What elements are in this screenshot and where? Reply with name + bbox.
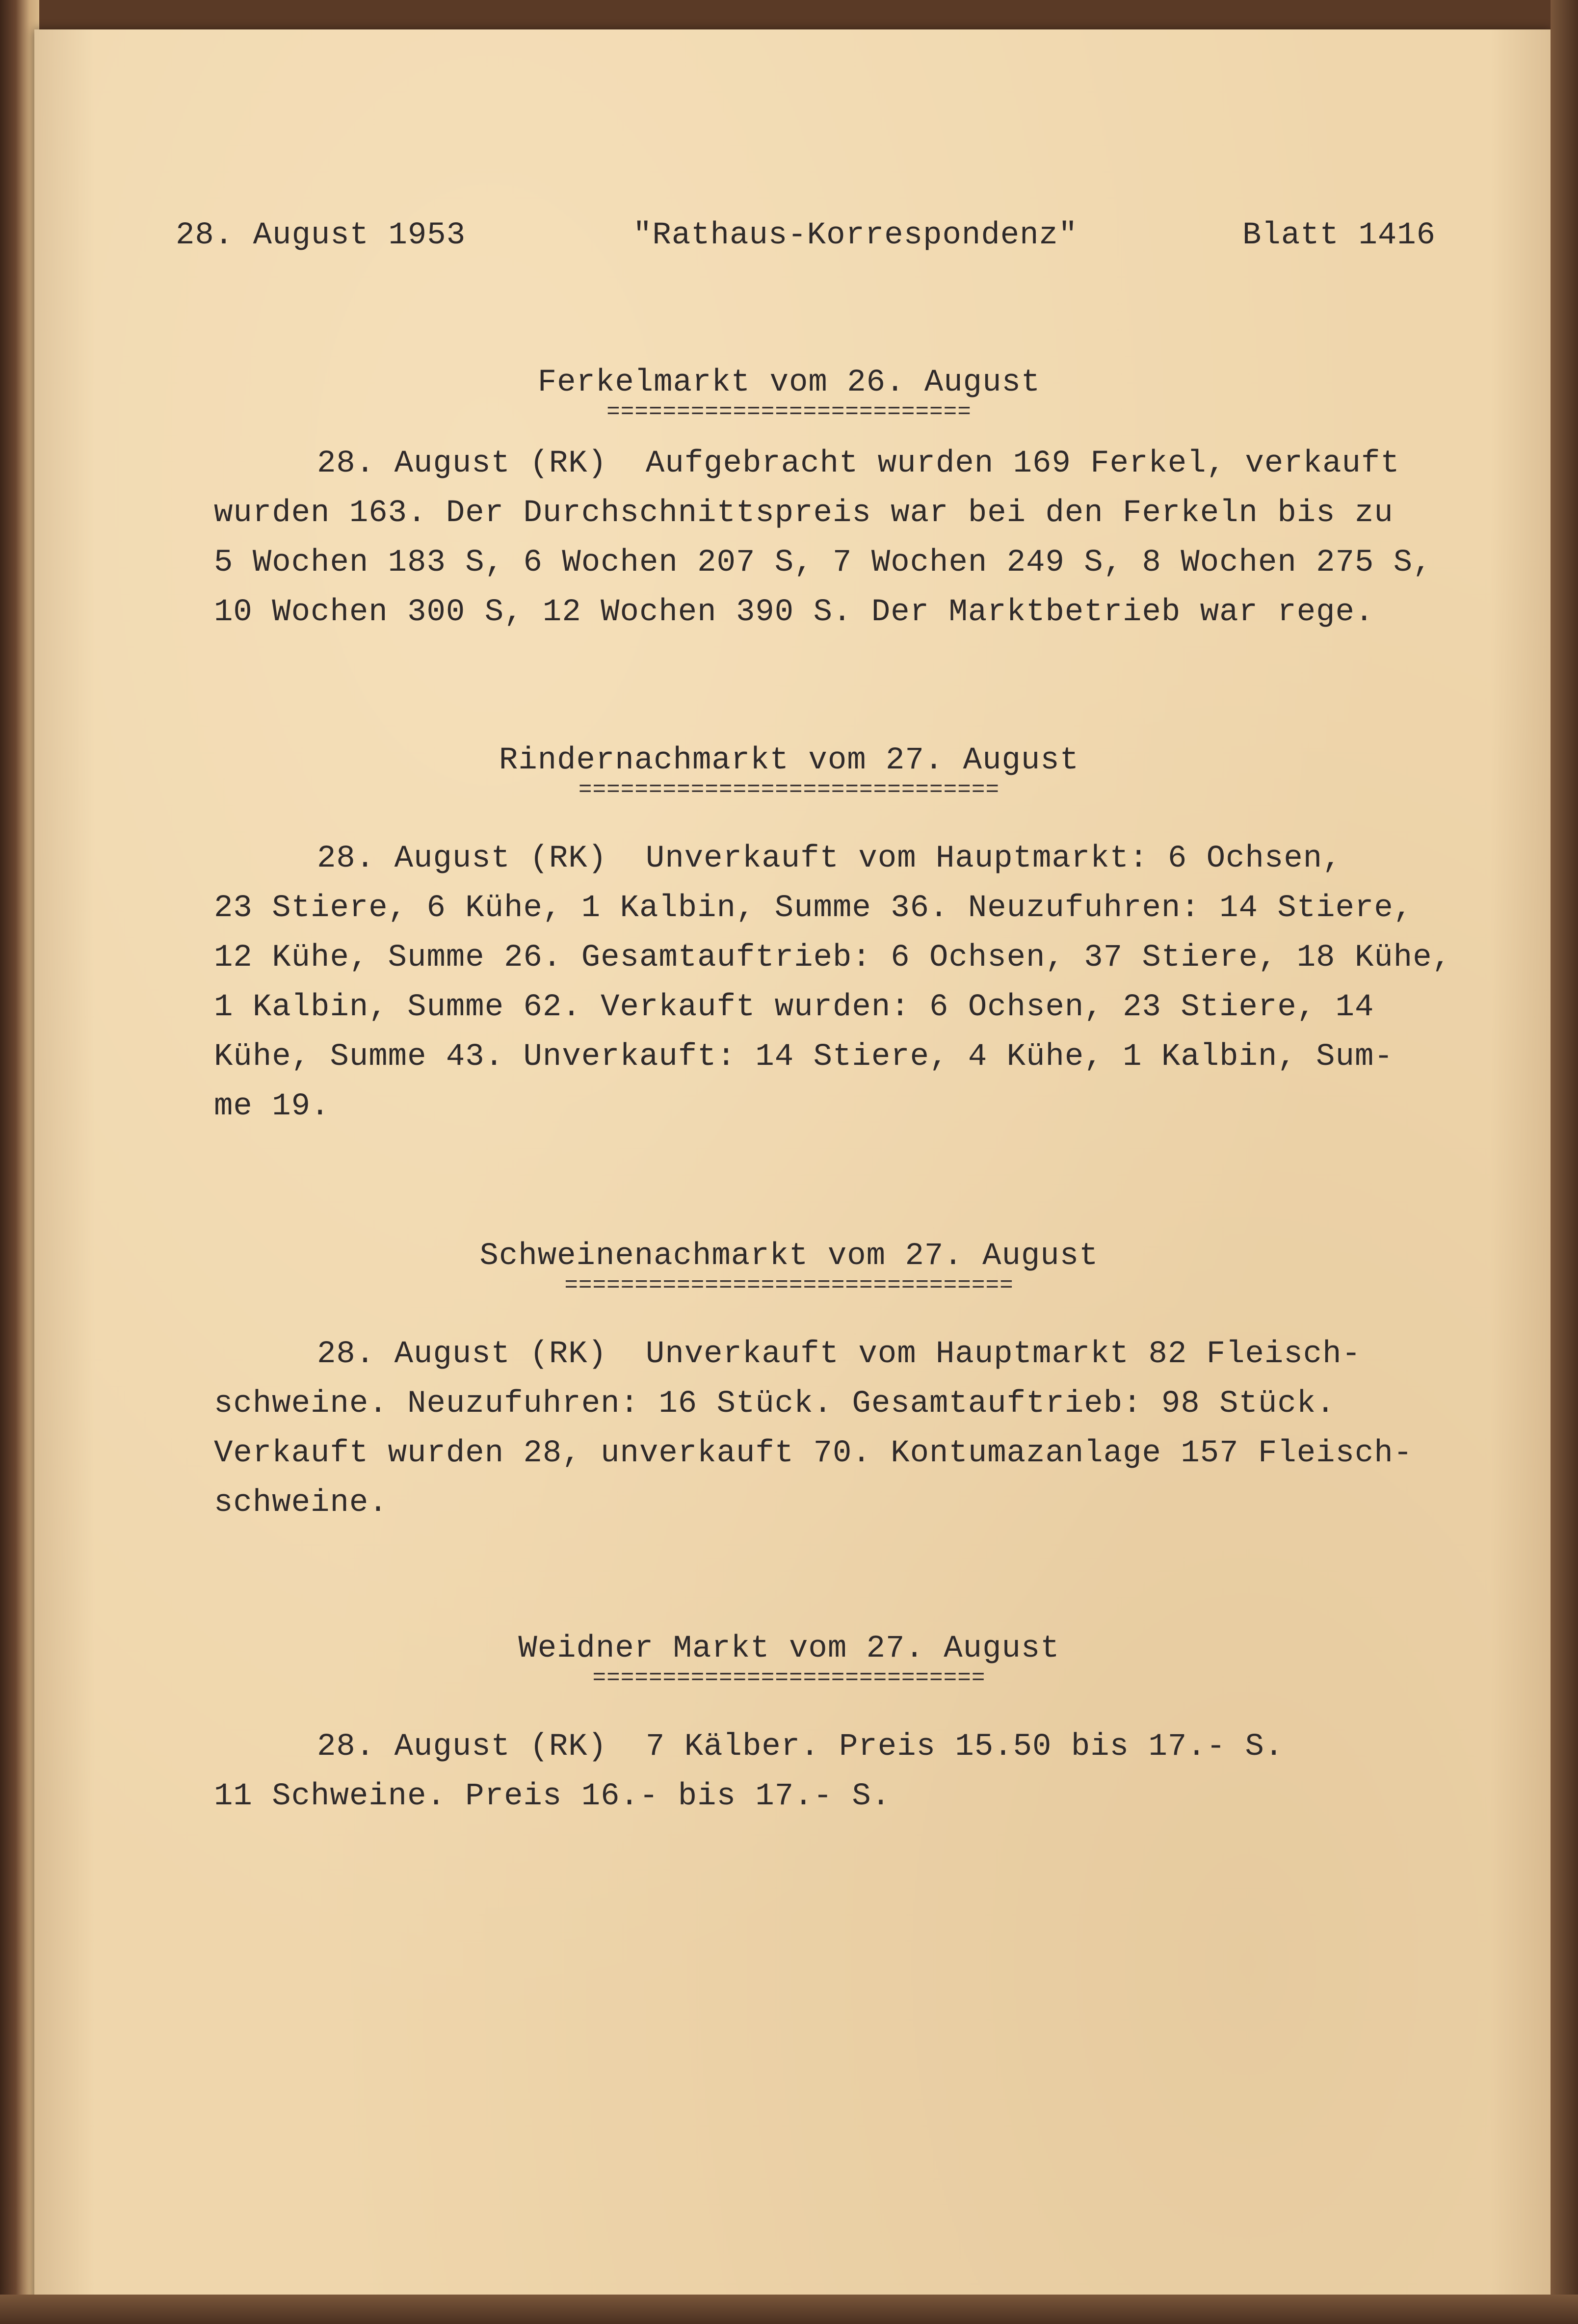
section-underline: ============================== [578,780,1000,800]
body-line: 28. August (RK) 7 Kälber. Preis 15.50 bis 17.- S. [317,1729,1284,1765]
body-line: 12 Kühe, Summe 26. Gesamtauftrieb: 6 Ochsen, 37 Stiere, 18 Kühe, [214,940,1451,976]
page-right-edge [1551,0,1578,2324]
section-body-schweinenachmarkt [214,1330,1509,1528]
section-body-ferkelmarkt [214,439,1509,637]
body-line: 28. August (RK) Unverkauft vom Hauptmarkt 82 Fleisch- [317,1337,1361,1372]
header-publication: "Rathaus-Korrespondenz" [633,218,1078,253]
header-sheet-number: Blatt 1416 [1242,218,1436,253]
body-line: Kühe, Summe 43. Unverkauft: 14 Stiere, 4 Kühe, 1 Kalbin, Sum- [214,1039,1394,1075]
section-title-weidner-markt: Weidner Markt vom 27. August [518,1631,1060,1666]
binding-edge [0,0,39,2324]
body-line: 28. August (RK) Unverkauft vom Hauptmarkt: 6 Ochsen, [317,841,1342,876]
section-underline: ============================ [592,1668,986,1688]
section-title-ferkelmarkt: Ferkelmarkt vom 26. August [537,365,1041,400]
body-line: 11 Schweine. Preis 16.- bis 17.- S. [214,1779,891,1814]
body-line: 28. August (RK) Aufgebracht wurden 169 Ferkel, verkauft [317,446,1400,481]
body-line: 23 Stiere, 6 Kühe, 1 Kalbin, Summe 36. Neuzufuhren: 14 Stiere, [214,891,1413,926]
body-line: Verkauft wurden 28, unverkauft 70. Kontumazanlage 157 Fleisch- [214,1436,1413,1471]
body-line: schweine. Neuzufuhren: 16 Stück. Gesamtauftrieb: 98 Stück. [214,1386,1336,1422]
section-title-rindernachmarkt: Rindernachmarkt vom 27. August [499,743,1079,778]
section-underline: ================================ [564,1276,1014,1295]
header-date: 28. August 1953 [176,218,466,253]
body-line: 5 Wochen 183 S, 6 Wochen 207 S, 7 Wochen 249 S, 8 Wochen 275 S, [214,545,1432,581]
body-line: schweine. [214,1485,388,1521]
body-line: 1 Kalbin, Summe 62. Verkauft wurden: 6 Ochsen, 23 Stiere, 14 [214,990,1374,1025]
body-line: wurden 163. Der Durchschnittspreis war bei den Ferkeln bis zu [214,496,1394,531]
body-line: me 19. [214,1089,330,1124]
body-line: 10 Wochen 300 S, 12 Wochen 390 S. Der Marktbetrieb war rege. [214,595,1374,630]
page-bottom-edge [0,2295,1578,2324]
section-underline: ========================== [606,402,972,422]
section-title-schweinenachmarkt: Schweinenachmarkt vom 27. August [479,1239,1099,1274]
section-body-rindernachmarkt [214,834,1509,1132]
section-body-weidner-markt [214,1722,1509,1822]
